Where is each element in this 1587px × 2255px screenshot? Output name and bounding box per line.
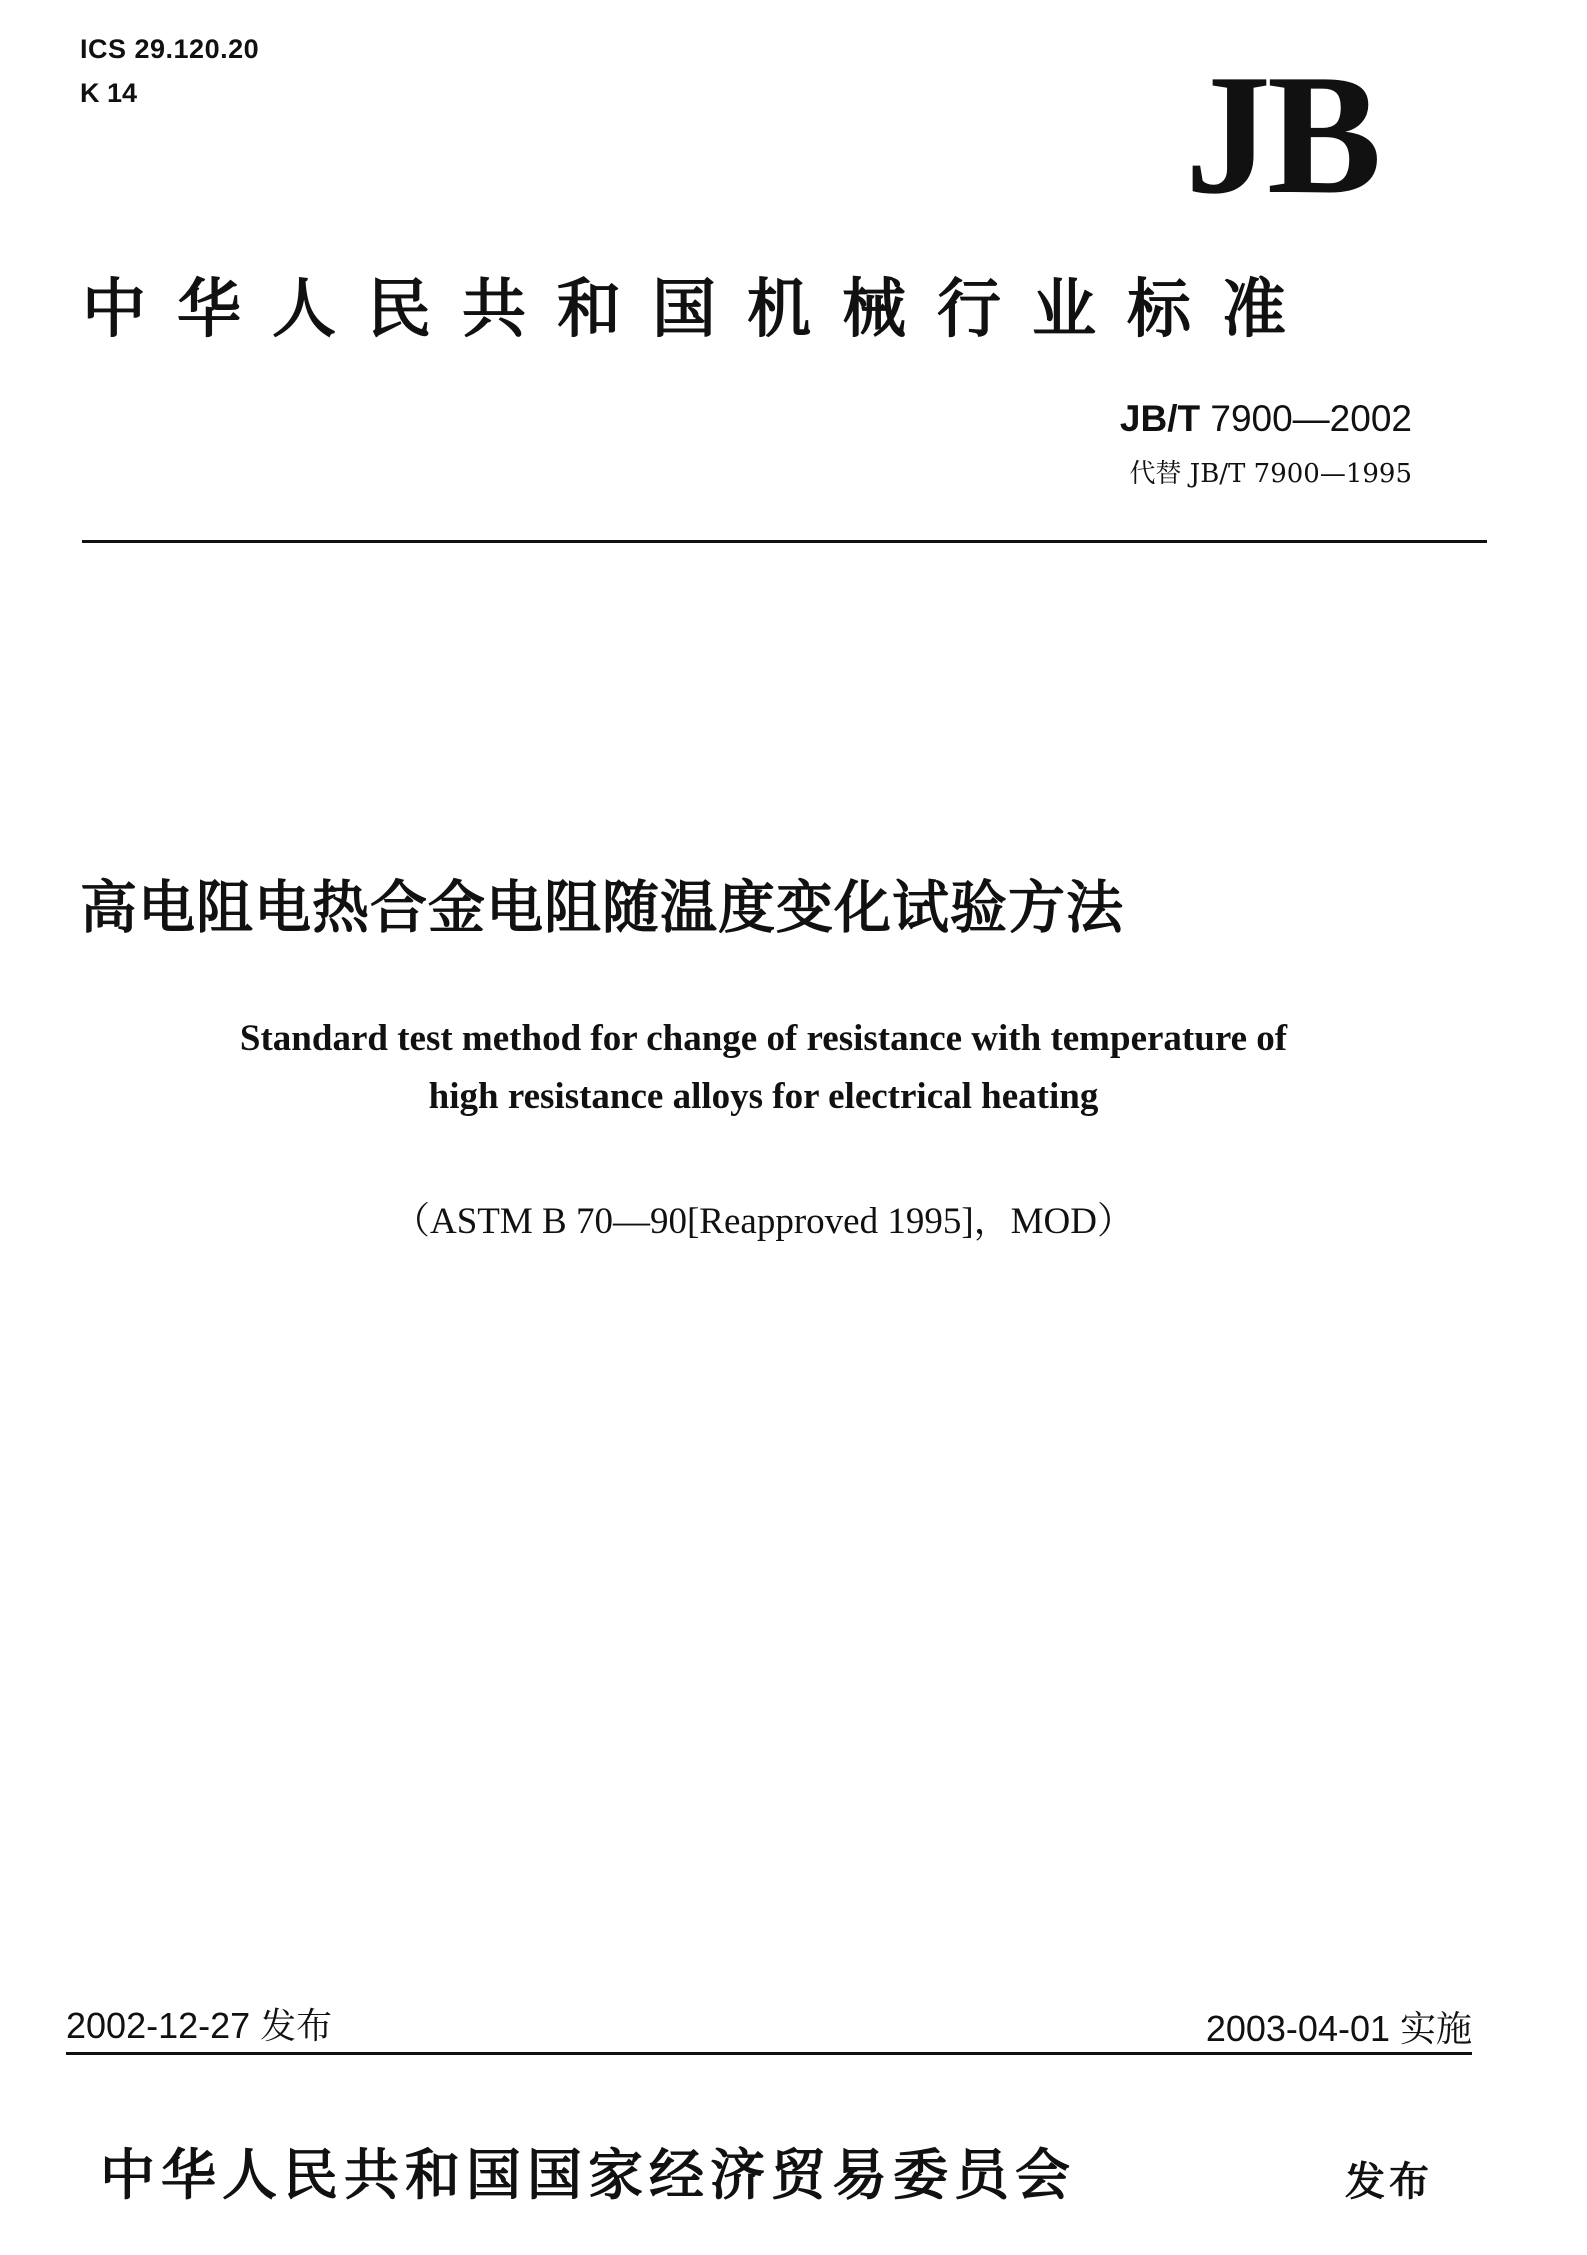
implementation-date: 2003-04-01 实施 (1205, 2008, 1472, 2049)
replaces-standard: 代替 JB/T 7900—1995 (1129, 459, 1412, 489)
title-english-line2: high resistance alloys for electrical heating (428, 1076, 1099, 1117)
standard-number-prefix: JB/T (1119, 398, 1201, 439)
footer-divider (66, 2052, 1472, 2055)
title-english-line1: Standard test method for change of resistance with temperature of (239, 1018, 1288, 1059)
title-chinese: 高电阻电热合金电阻随温度变化试验方法 (80, 875, 1124, 941)
jb-logo: JB (1185, 40, 1378, 230)
issue-date: 2002-12-27 发布 (66, 2005, 333, 2046)
header-divider (82, 540, 1487, 543)
standard-number-value: 7900—2002 (1210, 398, 1412, 439)
publisher-name: 中华人民共和国国家经济贸易委员会 (100, 2143, 1077, 2207)
ics-code: ICS 29.120.20 (80, 34, 260, 64)
standard-number (1120, 398, 1412, 440)
adoption-reference: （ASTM B 70—90[Reapproved 1995]，MOD） (393, 1201, 1134, 1242)
publish-label: 发布 (1345, 2159, 1433, 2205)
title-english (0, 1010, 1527, 1126)
ccs-code: K 14 (80, 78, 138, 108)
standard-type-title: 中华人民共和国机械行业标准 (82, 273, 1317, 347)
